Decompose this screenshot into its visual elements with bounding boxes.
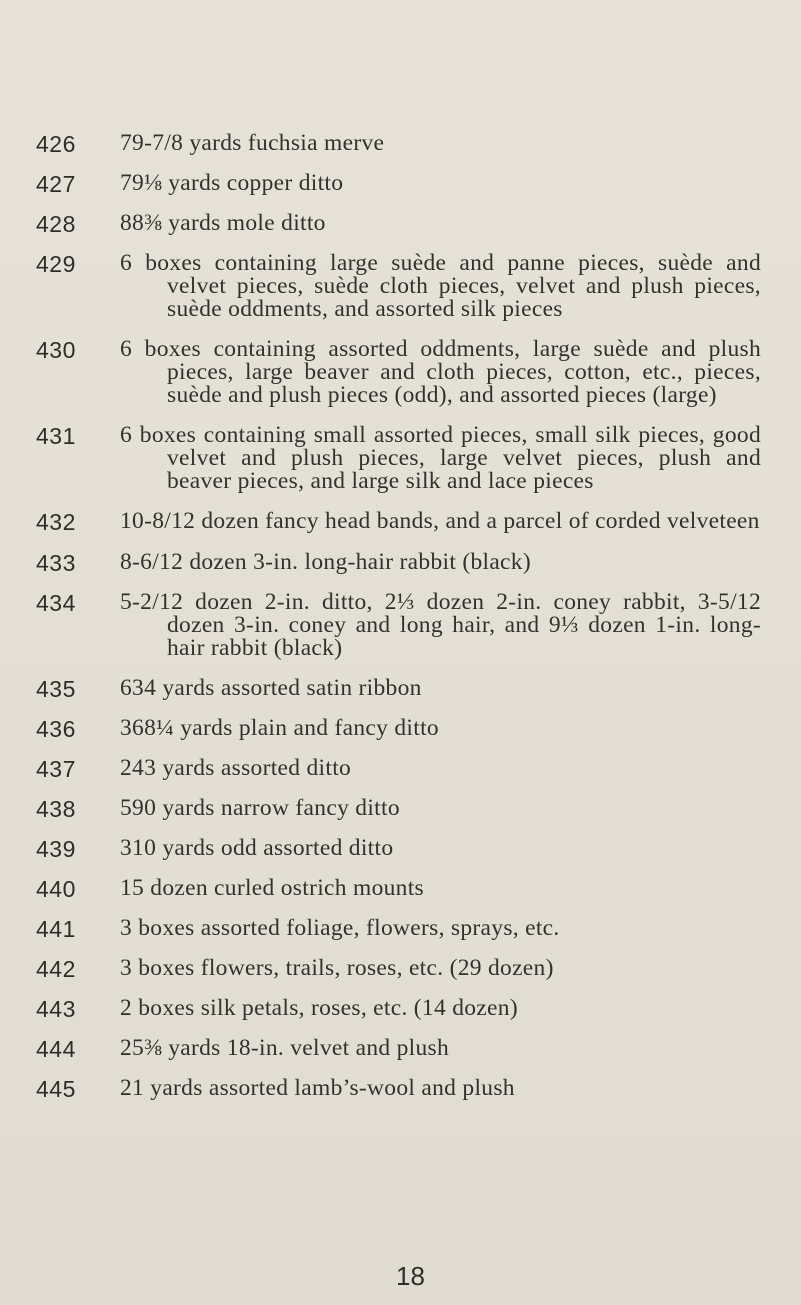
lot-description: 21 yards assorted lamb’s-wool and plush (120, 1075, 515, 1101)
lot-description: 79-7/8 yards fuchsia merve (120, 130, 385, 156)
lot-435 (36, 677, 761, 701)
lot-440 (36, 877, 761, 901)
lot-number: 438 (36, 796, 76, 822)
lot-number: 441 (36, 916, 76, 942)
lot-description: 25⅜ yards 18-in. velvet and plush (120, 1035, 450, 1061)
lot-432 (36, 510, 761, 534)
lot-number: 444 (36, 1036, 76, 1062)
lot-number: 434 (36, 590, 76, 616)
lot-431 (36, 424, 761, 493)
lot-441 (36, 917, 761, 941)
lot-number: 445 (36, 1076, 76, 1102)
lot-number: 432 (36, 509, 76, 535)
lot-description: 8-6/12 dozen 3-in. long-hair rabbit (black) (120, 549, 531, 575)
lot-description: 15 dozen curled ostrich mounts (120, 875, 424, 901)
lot-description: 368¼ yards plain and fancy ditto (120, 715, 439, 741)
lot-description: 634 yards assorted satin ribbon (120, 675, 422, 701)
lot-443 (36, 997, 761, 1021)
lot-433 (36, 551, 761, 575)
lot-429 (36, 252, 761, 321)
lot-439 (36, 837, 761, 861)
lot-number: 428 (36, 211, 76, 237)
lot-description: 3 boxes flowers, trails, roses, etc. (29 dozen) (120, 955, 554, 981)
lot-description: 590 yards narrow fancy ditto (120, 795, 400, 821)
lot-number: 437 (36, 756, 76, 782)
lot-number: 431 (36, 423, 76, 449)
lot-number: 427 (36, 171, 76, 197)
lot-description: 2 boxes silk petals, roses, etc. (14 dozen) (120, 995, 518, 1021)
lot-number: 430 (36, 337, 76, 363)
lot-number: 442 (36, 956, 76, 982)
page-number: 18 (396, 1261, 425, 1291)
lot-number: 443 (36, 996, 76, 1022)
lot-427 (36, 172, 761, 196)
lot-number: 429 (36, 251, 76, 277)
lot-444 (36, 1037, 761, 1061)
lot-description: 310 yards odd assorted ditto (120, 835, 394, 861)
lot-description: 10-8/12 dozen fancy head bands, and a parcel of corded velveteen (120, 508, 760, 534)
lot-number: 435 (36, 676, 76, 702)
lot-436 (36, 717, 761, 741)
lot-434 (36, 591, 761, 660)
lot-437 (36, 757, 761, 781)
lot-description: 88⅜ yards mole ditto (120, 210, 326, 236)
lot-description: 79⅛ yards copper ditto (120, 170, 344, 196)
lot-number: 433 (36, 550, 76, 576)
lot-426 (36, 132, 761, 156)
lot-442 (36, 957, 761, 981)
lot-number: 439 (36, 836, 76, 862)
lot-description: 243 yards assorted ditto (120, 755, 352, 781)
lot-description: 6 boxes containing assorted oddments, large suède and plush pieces, large beaver and cloth pieces, cotton, etc., pieces, suède and plush pieces (odd), and assorted pieces (large) (120, 336, 761, 408)
lot-445 (36, 1077, 761, 1101)
lot-description: 6 boxes containing small assorted pieces, small silk pieces, good velvet and plush pieces, large velvet pieces, plush and beaver pieces, and large silk and lace pieces (120, 422, 761, 494)
lot-description: 6 boxes containing large suède and panne pieces, suède and velvet pieces, suède cloth pieces, velvet and plush pieces, suède oddments, and assorted silk pieces (120, 250, 761, 322)
lot-description: 3 boxes assorted foliage, flowers, sprays, etc. (120, 915, 560, 941)
lot-430 (36, 338, 761, 407)
lot-description: 5-2/12 dozen 2-in. ditto, 2⅓ dozen 2-in. coney rabbit, 3-5/12 dozen 3-in. coney and long hair, and 9⅓ dozen 1-in. long-hair rabbit (black) (120, 589, 761, 661)
lot-number: 426 (36, 131, 76, 157)
lot-438 (36, 797, 761, 821)
lot-428 (36, 212, 761, 236)
lot-number: 436 (36, 716, 76, 742)
lot-number: 440 (36, 876, 76, 902)
